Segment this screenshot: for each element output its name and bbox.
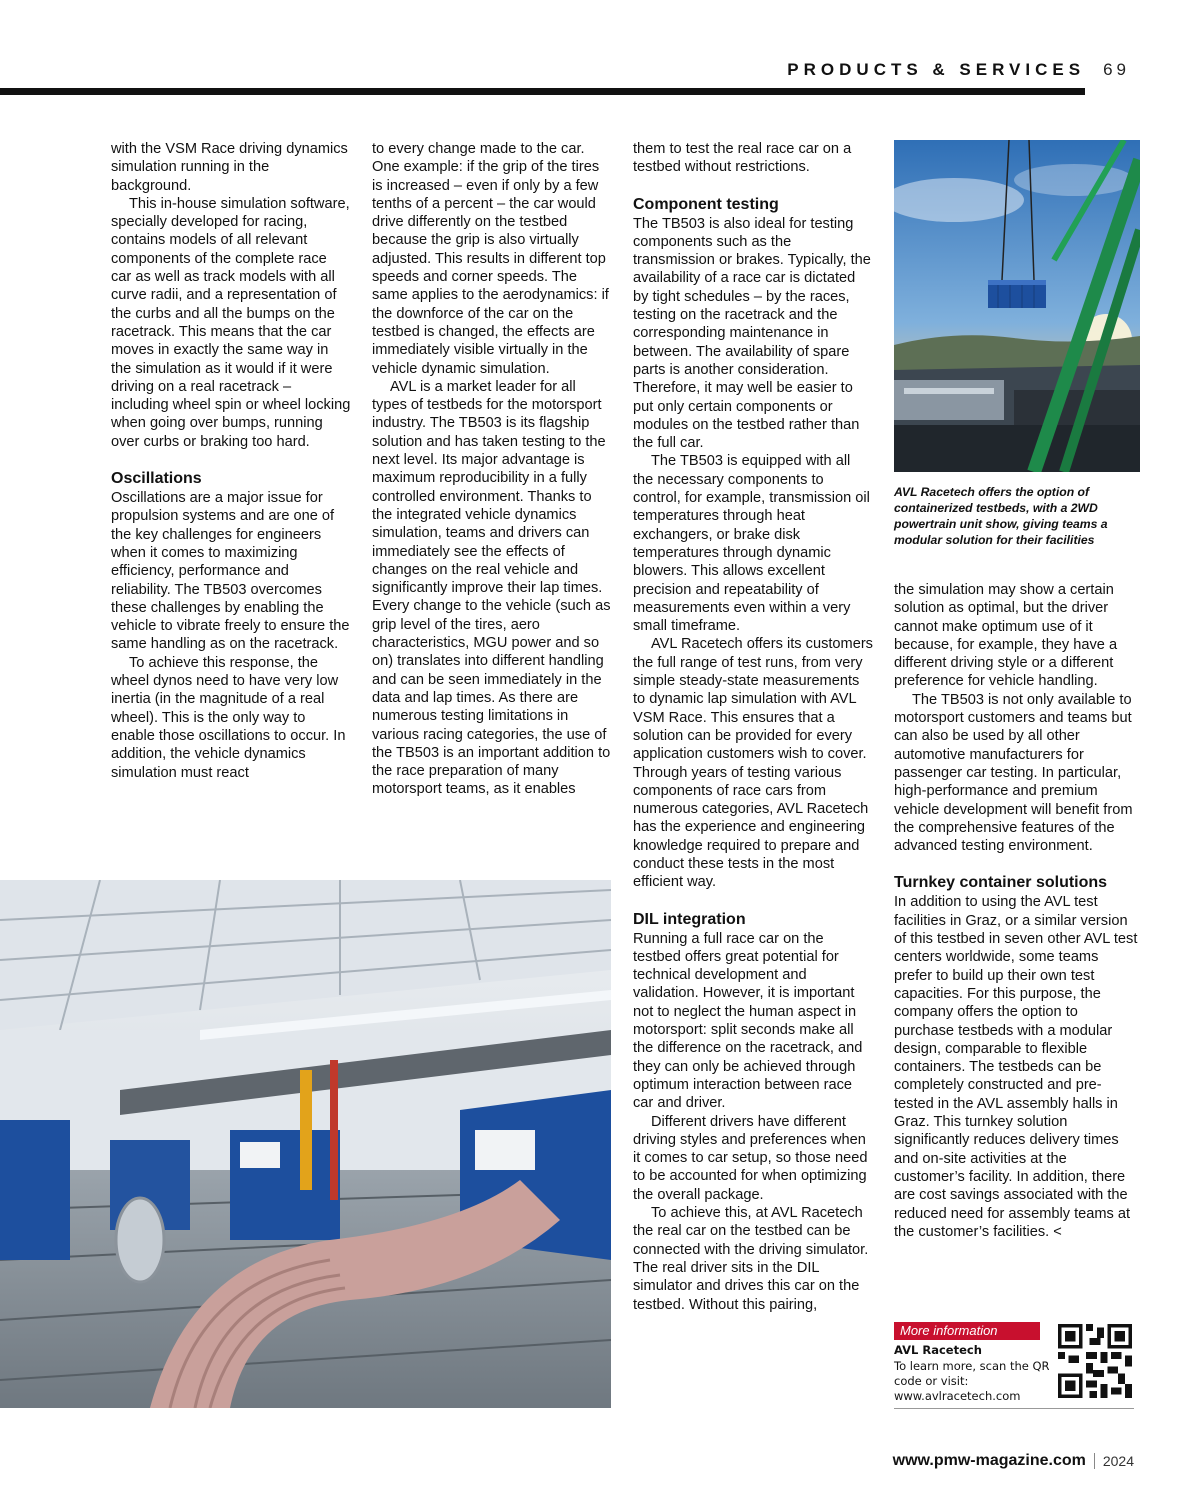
page-footer <box>893 1452 1134 1470</box>
paragraph: To achieve this, at AVL Racetech the real car on the testbed can be connected with the driving simulator. The real driver sits in the DIL simulator and drives this car on the testbed. Without this pairing, <box>633 1205 869 1313</box>
qr-code-icon[interactable] <box>1058 1324 1132 1398</box>
company-name: AVL Racetech <box>894 1343 982 1357</box>
paragraph: AVL Racetech offers its customers the full range of test runs, from very simple steady-state measurements to dynamic lap simulation with AVL VSM Race. This ensures that a solution can be provided for every application customers wish to cover. Through years of testing various components of race cars from numerous categories, AVL Racetech has the experience and engineering knowledge required to prepare and conduct these tests in the most efficient way. <box>633 636 873 891</box>
paragraph: The TB503 is also ideal for testing components such as the transmission or brakes. Typically, the availability of a race car is dictated by tight schedules – by the races, testing on the racetrack and the corresponding maintenance in between. The availability of spare parts is another consideration. Therefore, it may well be easier to put only certain components or modules on the testbed rather than the full car. <box>633 215 871 452</box>
subheading-component-testing: Component testing <box>633 195 779 213</box>
footer-divider <box>1094 1453 1095 1469</box>
paragraph: them to test the real race car on a testbed without restrictions. <box>633 141 852 176</box>
paragraph: The TB503 is equipped with all the necessary components to control, for example, transmission oil temperatures through heat exchangers, or brake disk temperatures through dynamic blowers. This allows excellent precision and repeatability of measurements even within a very small timeframe. <box>633 453 870 635</box>
info-text: To learn more, scan the QR code or visit: www.avlracetech.com <box>894 1359 1050 1403</box>
header-rule <box>0 88 1085 95</box>
subheading-dil-integration: DIL integration <box>633 910 746 928</box>
paragraph: To achieve this response, the wheel dynos need to have very low inertia (in the magnitude of a real wheel). This is the only way to enable those oscillations to occur. In addition, the vehicle dynamics simulation must react <box>111 654 346 781</box>
paragraph: The TB503 is not only available to motorsport customers and teams but can also be used by all other automotive manufacturers for passenger car testing. In particular, high-performance and premium vehicle development will benefit from the comprehensive features of the advanced testing environment. <box>894 691 1133 855</box>
paragraph: In addition to using the AVL test facilities in Graz, or a similar version of this testbed in seven other AVL test centers worldwide, some teams prefer to build up their own test capacities. For this purpose, the company offers the option to purchase testbeds with a modular design, comparable to flexible containers. The testbeds can be completely constructed and pre-tested in the AVL assembly halls in Graz. This turnkey solution significantly reduces delivery times and on-site activities at the customer’s facility. In addition, there are cost savings associated with the reduced need for assembly teams at the customer’s facilities. < <box>894 894 1138 1240</box>
article-column-2 <box>372 140 612 799</box>
article-column-3 <box>633 140 873 1314</box>
paragraph: the simulation may show a certain solution as optimal, but the driver cannot make optimum use of it because, for example, they have a different driving style or a different preference for vehicle handling. <box>894 582 1118 690</box>
article-column-4 <box>894 581 1140 1241</box>
crane-container-photo <box>894 140 1140 472</box>
subheading-turnkey: Turnkey container solutions <box>894 874 1108 892</box>
subheading-oscillations: Oscillations <box>111 470 202 488</box>
paragraph: AVL is a market leader for all types of testbeds for the motorsport industry. The TB503 is its flagship solution and has taken testing to the next level. Its major advantage is maximum reproducibility in a fully controlled environment. Thanks to the integrated vehicle dynamics simulation, teams and drivers can immediately see the effects of changes on the real vehicle and significantly improve their lap times. Every change to the vehicle (such as grip level of the tires, aero characteristics, MGU power and so on) translates into different handling and can be seen immediately in the data and lap times. As there are numerous testing limitations in various racing categories, the use of the TB503 is an important addition to the race preparation of many motorsport teams, as it enables <box>372 378 611 798</box>
page-header <box>787 60 1130 80</box>
section-label: PRODUCTS & SERVICES <box>787 60 1086 79</box>
more-information-box <box>894 1322 1134 1410</box>
paragraph: Different drivers have different driving styles and preferences when it comes to car setup, so those need to be accounted for when optimizing the overall package. <box>633 1113 868 1203</box>
info-divider <box>894 1408 1134 1409</box>
footer-url[interactable]: www.pmw-magazine.com <box>892 1452 1086 1469</box>
paragraph: Running a full race car on the testbed offers great potential for technical development and validation. However, it is important not to neglect the human aspect in motorsport: split seconds make all the difference on the racetrack, and they can only be achieved through optimum interaction between race car and driver. <box>633 930 863 1112</box>
paragraph: This in-house simulation software, specially developed for racing, contains models of all relevant components of the complete race car as well as track models with all curve radii, and a representation of the curbs and all the bumps on the racetrack. This means that the car moves in exactly the same way in the simulation as it would if it were driving on a real racetrack – including wheel spin or wheel locking when going over bumps, running over curbs or braking too hard. <box>111 195 351 450</box>
article-column-1 <box>111 140 351 782</box>
page-number: 69 <box>1103 60 1130 79</box>
testbed-lab-photo <box>0 880 611 1408</box>
footer-year: 2024 <box>1102 1453 1134 1469</box>
paragraph: to every change made to the car. One example: if the grip of the tires is increased – even if only by a few tenths of a percent – the car would drive differently on the testbed because the grip is also virtually adjusted. This results in different top speeds and corner speeds. The same applies to the aerodynamics: if the downforce of the car on the testbed is changed, the effects are immediately visible virtually in the vehicle dynamic simulation. <box>372 141 609 377</box>
more-information-tag: More information <box>894 1322 1040 1340</box>
paragraph: with the VSM Race driving dynamics simulation running in the background. <box>111 141 348 194</box>
paragraph: Oscillations are a major issue for propulsion systems and are one of the key challenges for engineers when it comes to maximizing efficiency, performance and reliability. The TB503 overcomes these challenges by enabling the vehicle to vibrate freely to ensure the same handling as on the racetrack. <box>111 490 350 653</box>
photo-caption: AVL Racetech offers the option of containerized testbeds, with a 2WD powertrain unit show, giving teams a modular solution for their facilities <box>894 485 1108 547</box>
